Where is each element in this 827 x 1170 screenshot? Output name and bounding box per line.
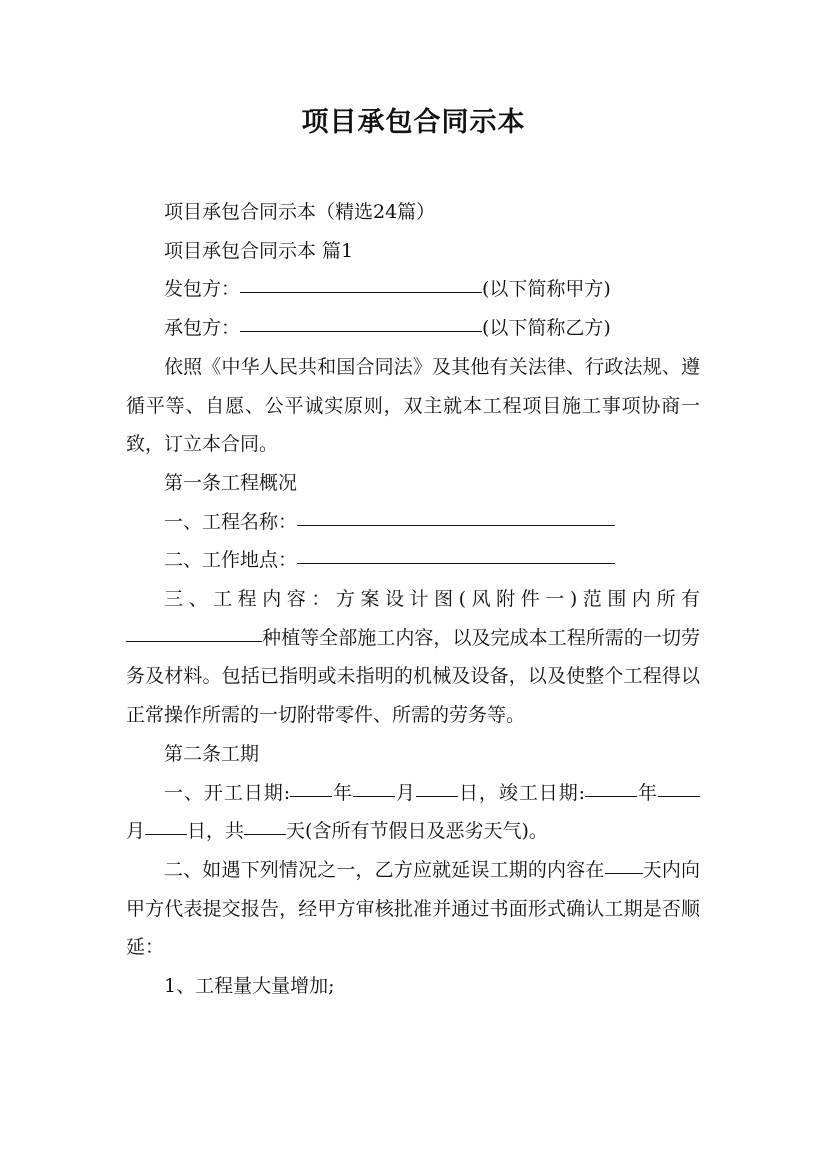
start-year-blank: [290, 776, 332, 797]
article-1-title: 第一条工程概况: [164, 471, 298, 494]
work-location-label: 二、工作地点：: [164, 549, 298, 572]
work-location-blank: [297, 543, 615, 564]
project-content-paragraph: [126, 580, 700, 735]
month-label: 月: [126, 820, 146, 843]
delay-part-1: 二、如遇下列情况之一，乙方应就延误工期的内容在: [164, 858, 605, 881]
project-name-blank: [297, 505, 615, 526]
party-a-blank: [240, 272, 482, 293]
content-blank: [126, 621, 262, 642]
days-suffix: 天(含所有节假日及恶劣天气)。: [286, 820, 548, 843]
delay-paragraph: [126, 851, 700, 967]
delay-part-2: 天内向甲方代表提交报告，经甲方审核批准并通过书面形式确认工期是否顺延：: [126, 858, 700, 959]
delay-days-blank: [605, 853, 643, 874]
year-label: 年: [637, 781, 658, 804]
party-a-line: [126, 270, 700, 309]
end-day-blank: [145, 814, 187, 835]
start-month-blank: [353, 776, 395, 797]
section-heading: 项目承包合同示本 篇1: [164, 239, 354, 262]
month-label: 月: [395, 781, 416, 804]
day-label: 日，: [457, 781, 499, 804]
end-month-blank: [658, 776, 700, 797]
intro-paragraph: 依照《中华人民共和国合同法》及其他有关法律、行政法规、遵循平等、自愿、公平诚实原则，双主就本工程项目施工事项协商一致，订立本合同。: [126, 355, 700, 456]
party-b-blank: [240, 311, 482, 332]
list-item-1: 1、工程量大量增加;: [164, 975, 335, 998]
party-b-label: 承包方：: [164, 317, 241, 340]
document-body: [126, 193, 700, 1006]
project-name-line: [126, 503, 700, 542]
party-a-suffix: (以下简称甲方): [482, 278, 611, 301]
party-b-suffix: (以下简称乙方): [482, 317, 611, 340]
period-paragraph: [126, 774, 700, 851]
completion-date-label: 竣工日期:: [498, 781, 586, 804]
work-location-line: [126, 541, 700, 580]
document-title: 项目承包合同示本: [301, 107, 526, 138]
start-day-blank: [416, 776, 458, 797]
day-label: 日，: [187, 820, 226, 843]
party-a-label: 发包方：: [164, 278, 241, 301]
end-year-blank: [585, 776, 637, 797]
content-part-1: 三、工程内容：方案设计图(风附件一)范围内所有: [164, 588, 700, 611]
total-label: 共: [225, 820, 245, 843]
project-name-label: 一、工程名称：: [164, 510, 298, 533]
document-subtitle: 项目承包合同示本（精选24篇）: [164, 201, 436, 223]
article-2-title: 第二条工期: [164, 742, 260, 765]
year-label: 年: [332, 781, 354, 804]
total-days-blank: [244, 814, 286, 835]
start-date-label: 一、开工日期:: [164, 781, 291, 804]
content-part-2: 种植等全部施工内容，以及完成本工程所需的一切劳务及材料。包括已指明或未指明的机械及设备，以及使整个工程得以正常操作所需的一切附带零件、所需的劳务等。: [126, 626, 700, 727]
party-b-line: [126, 309, 700, 348]
